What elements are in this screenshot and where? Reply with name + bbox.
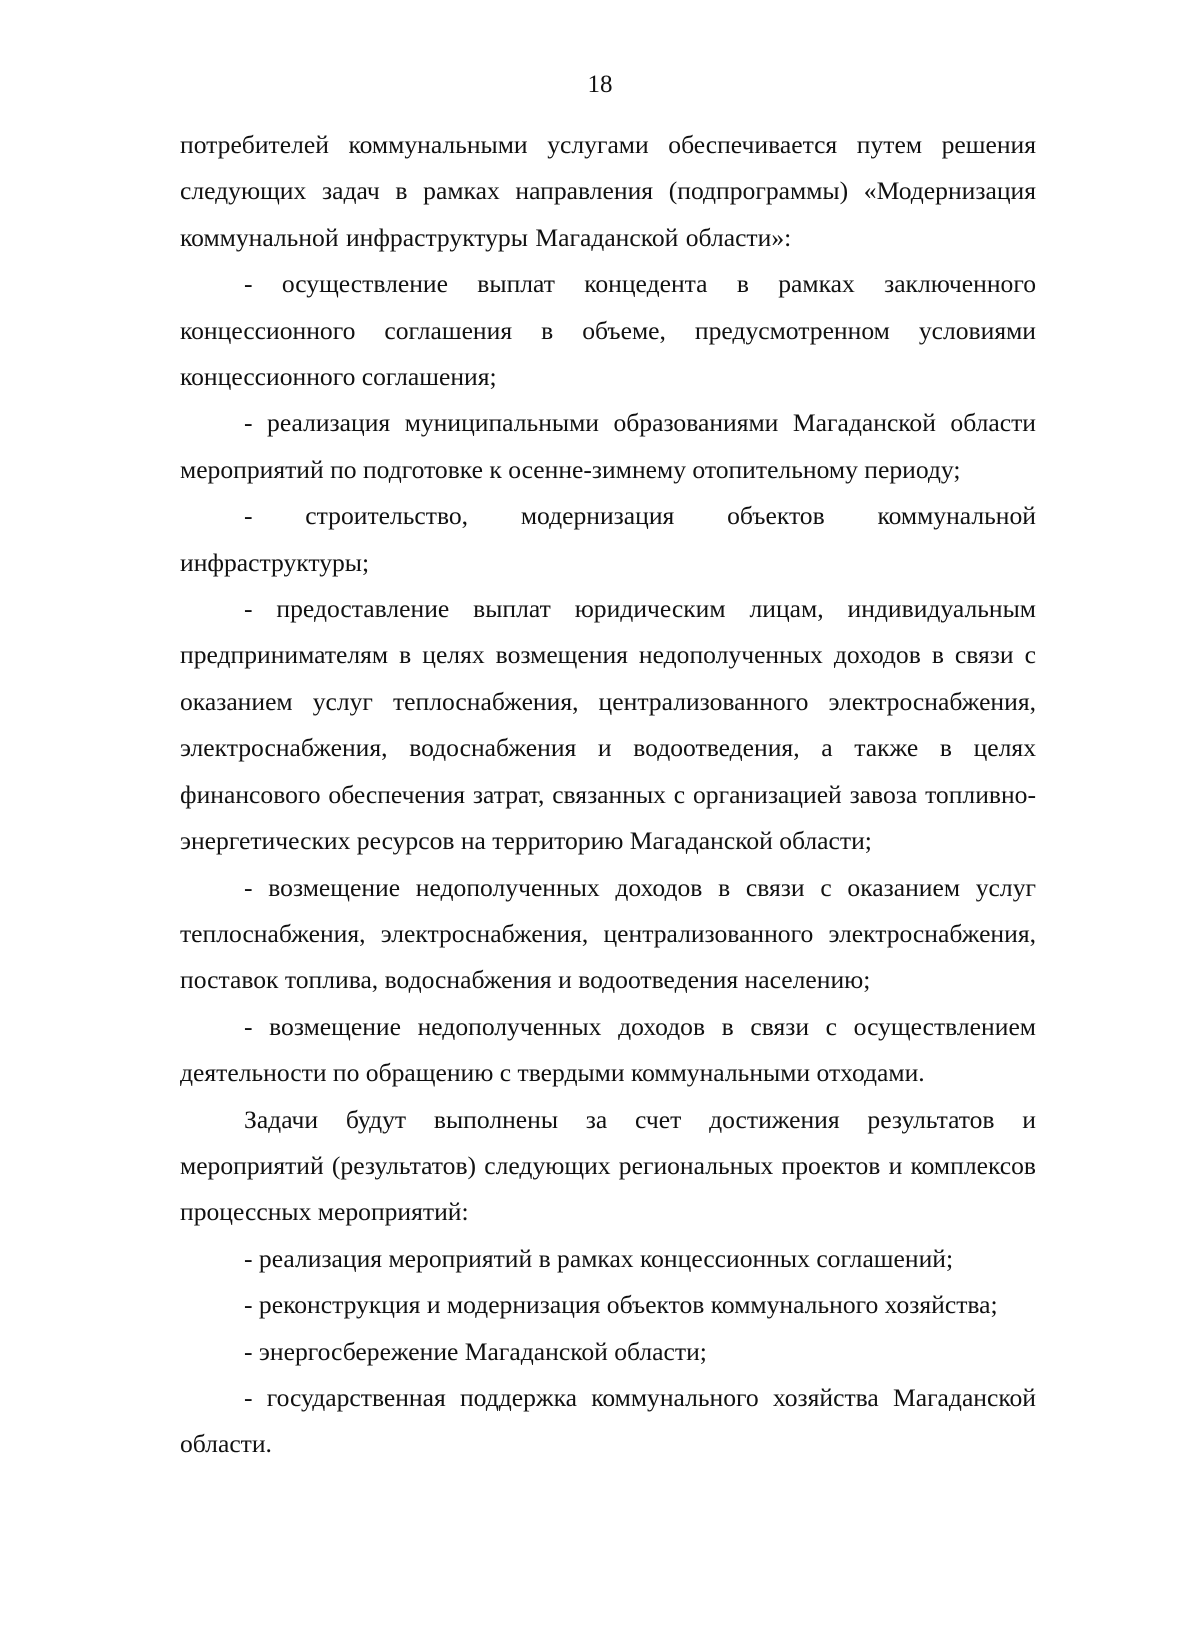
document-body [180,122,1036,1468]
paragraph-list-item: - возмещение недополученных доходов в связи с осуществлением деятельности по обращению с твердыми коммунальными отходами. [180,1011,1036,1088]
paragraph-intro: потребителей коммунальными услугами обеспечивается путем решения следующих задач в рамках направления (подпрограммы) «Модернизация коммунальной инфраструктуры Магаданской области»: [180,130,1036,252]
paragraph-tasks: Задачи будут выполнены за счет достижения результатов и мероприятий (результатов) следующих региональных проектов и комплексов процессных мероприятий: [180,1104,1036,1227]
paragraph-list-item: - предоставление выплат юридическим лицам, индивидуальным предпринимателям в целях возмещения недополученных доходов в связи с оказанием услуг теплоснабжения, централизованного электроснабжения, электроснабжения, водоснабжения и водоотведения, а также в целях финансового обеспечения затрат, связанных с организацией завоза топливно-энергетических ресурсов на территорию Магаданской области; [180,594,1036,856]
paragraph-list-item: - возмещение недополученных доходов в связи с оказанием услуг теплоснабжения, электроснабжения, централизованного электроснабжения, поставок топлива, водоснабжения и водоотведения населению; [180,872,1036,995]
paragraph-list-item: - осуществление выплат концедента в рамках заключенного концессионного соглашения в объеме, предусмотренном условиями концессионного соглашения; [180,269,1036,392]
paragraph-list-item: - реконструкция и модернизация объектов коммунального хозяйства; [244,1290,998,1320]
page-number: 18 [587,71,613,98]
paragraph-list-item: - государственная поддержка коммунального хозяйства Магаданской области. [180,1382,1036,1459]
paragraph-list-item: - реализация мероприятий в рамках концессионных соглашений; [244,1243,954,1273]
paragraph-list-item: - реализация муниципальными образованиями Магаданской области мероприятий по подготовке к осенне-зимнему отопительному периоду; [180,408,1036,484]
paragraph-list-item: - строительство, модернизация объектов коммунальной инфраструктуры; [180,501,1036,577]
paragraph-list-item: - энергосбережение Магаданской области; [244,1336,707,1366]
